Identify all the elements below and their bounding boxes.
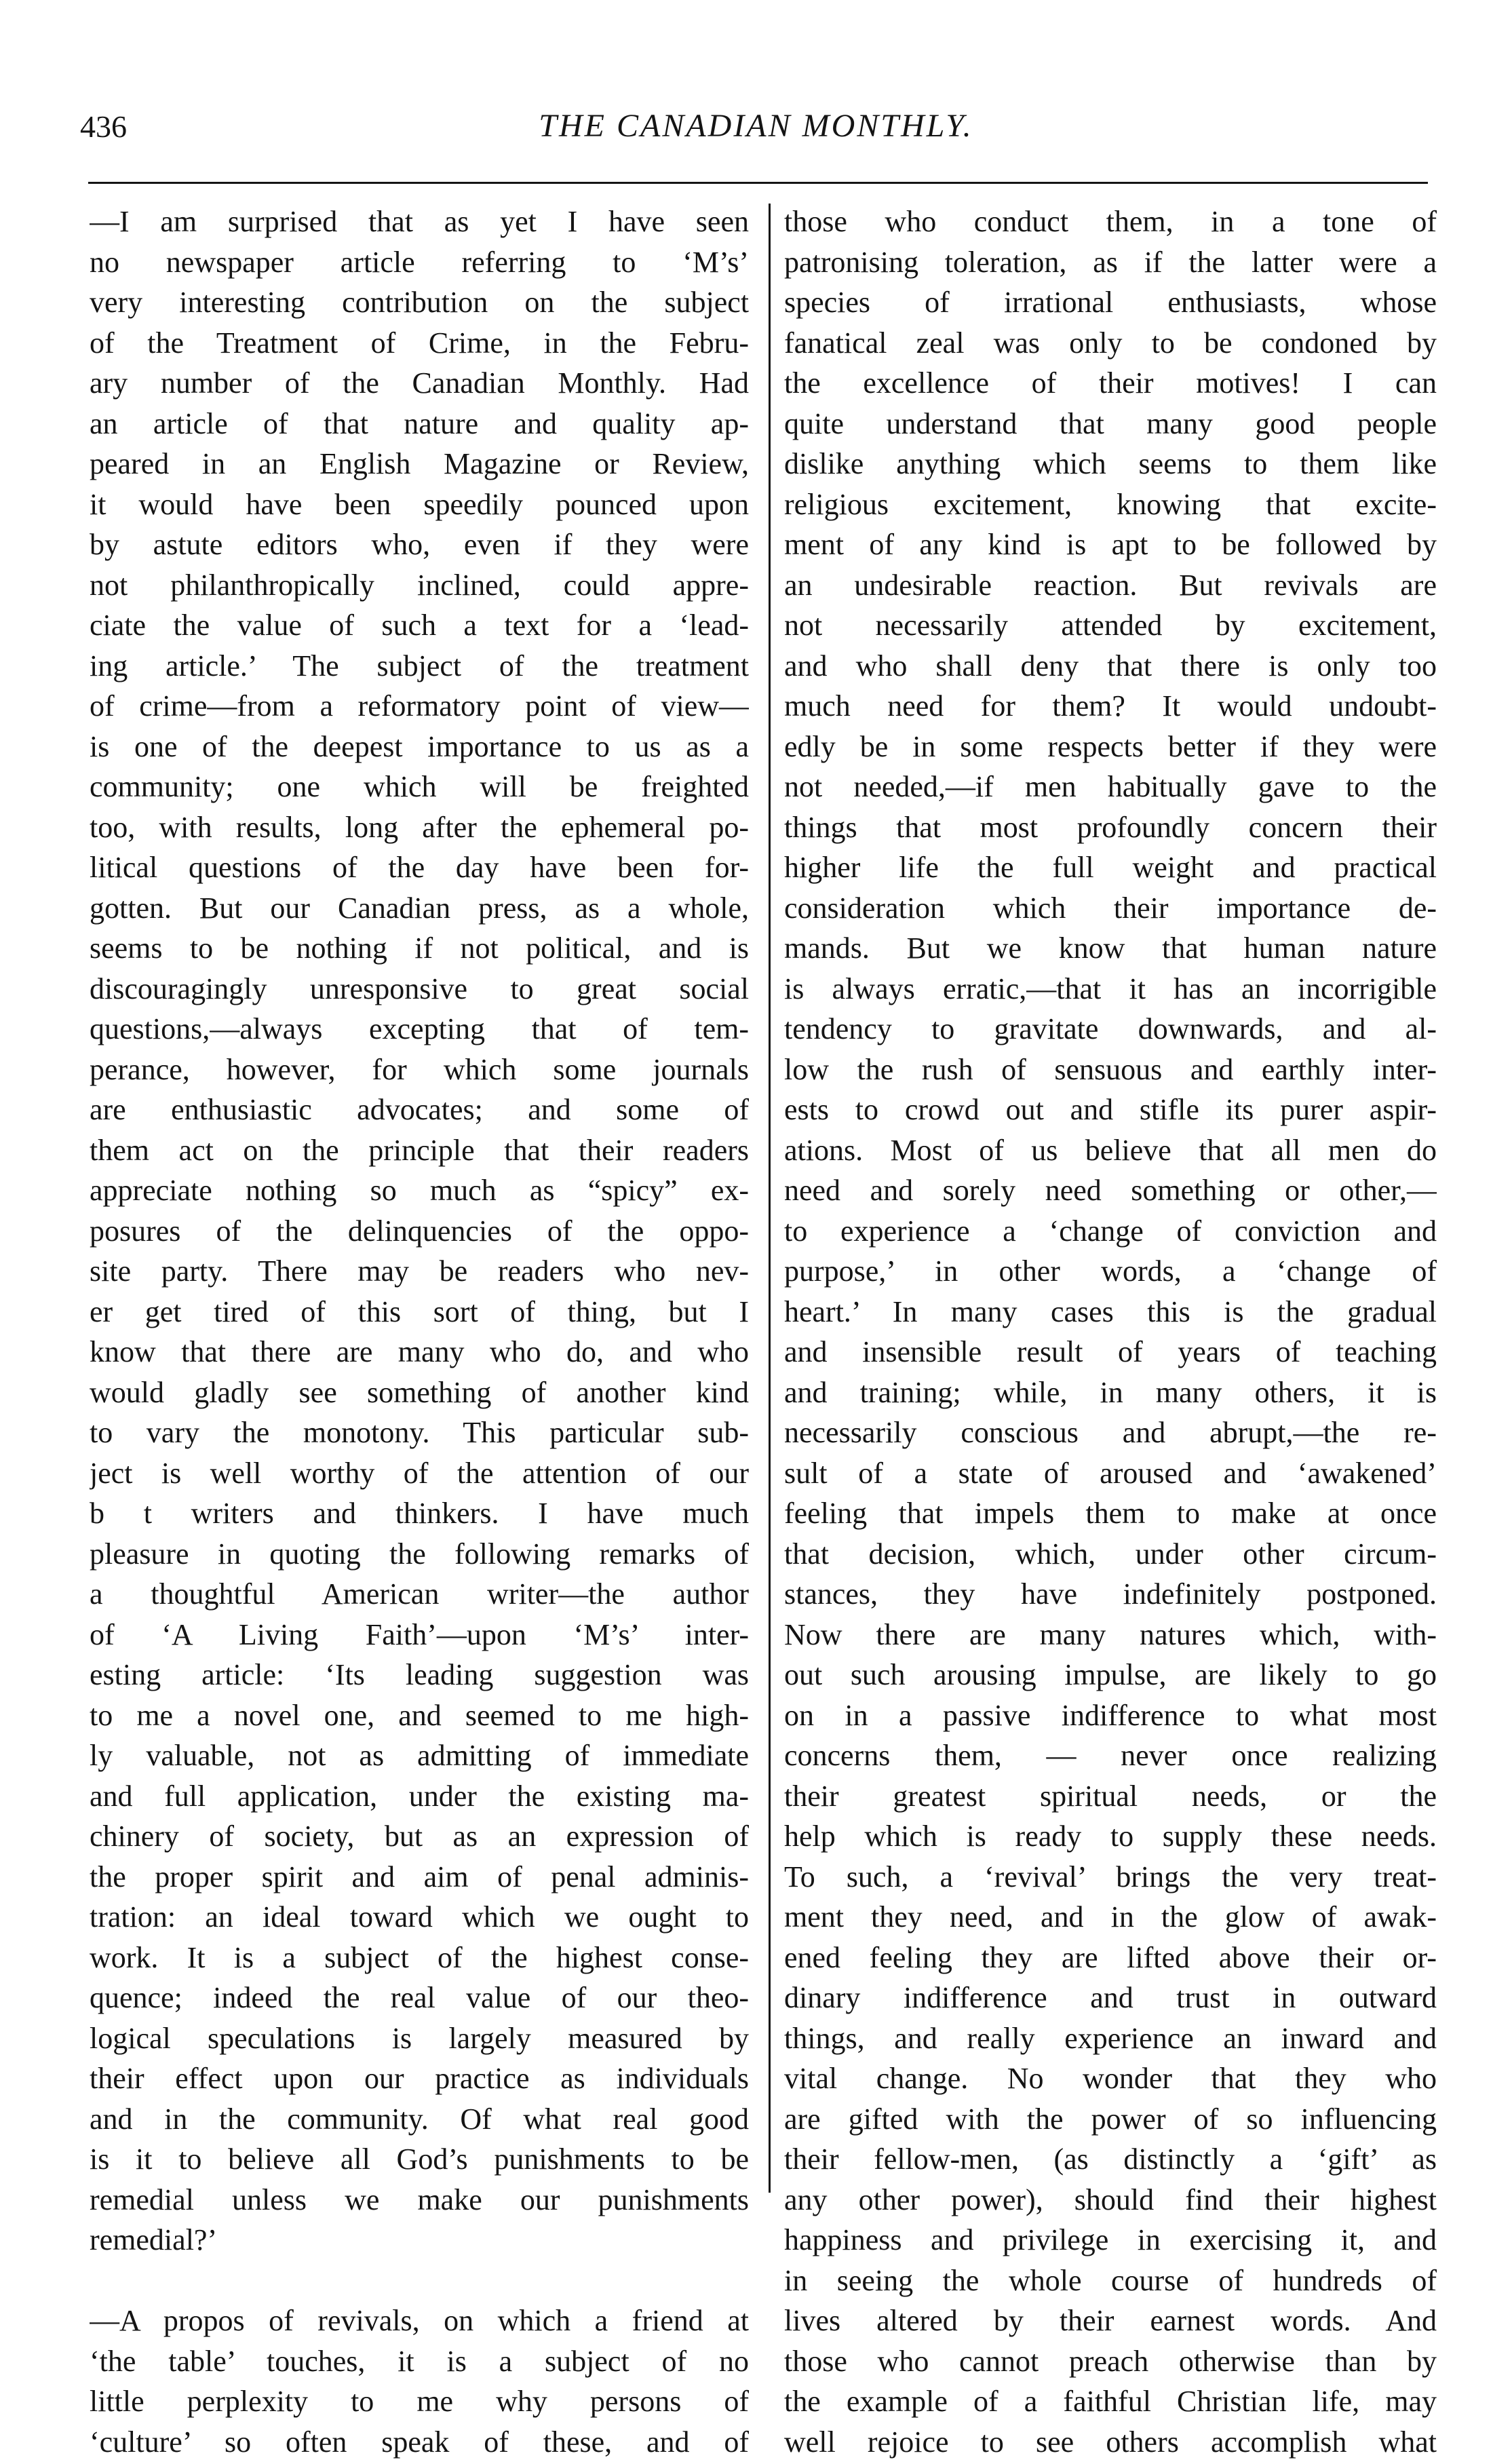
text-line: ject is well worthy of the attention of our (90, 1453, 749, 1494)
text-line: religious excitement, knowing that excite- (784, 484, 1437, 525)
text-line: little perplexity to me why persons of (90, 2381, 749, 2422)
text-line: the proper spirit and aim of penal adminis- (90, 1857, 749, 1898)
text-line: quite understand that many good people (784, 404, 1437, 444)
text-line: no newspaper article referring to ‘M’s’ (90, 242, 749, 283)
text-line: ‘culture’ so often speak of these, and of (90, 2422, 749, 2462)
text-line: site party. There may be readers who nev- (90, 1251, 749, 1292)
text-line: remedial unless we make our punishments (90, 2180, 749, 2220)
text-line: questions,—always excepting that of tem- (90, 1009, 749, 1050)
text-line: and in the community. Of what real good (90, 2099, 749, 2140)
text-line: things that most profoundly concern their (784, 807, 1437, 848)
text-line: it would have been speedily pounced upon (90, 484, 749, 525)
text-line: and insensible result of years of teaching (784, 1332, 1437, 1372)
left-column (90, 201, 749, 2462)
text-line: ciate the value of such a text for a ‘lead- (90, 605, 749, 646)
text-line: is always erratic,—that it has an incorrigible (784, 969, 1437, 1009)
text-line: to experience a ‘change of conviction and (784, 1211, 1437, 1252)
text-line: peared in an English Magazine or Review, (90, 444, 749, 484)
text-line: b t writers and thinkers. I have much (90, 1493, 749, 1534)
text-line: community; one which will be freighted (90, 767, 749, 807)
text-line: tendency to gravitate downwards, and al- (784, 1009, 1437, 1050)
text-line: not needed,—if men habitually gave to the (784, 767, 1437, 807)
text-line: ary number of the Canadian Monthly. Had (90, 363, 749, 404)
text-line: appreciate nothing so much as “spicy” ex- (90, 1170, 749, 1211)
text-line: them act on the principle that their readers (90, 1130, 749, 1171)
text-line: well rejoice to see others accomplish what (784, 2422, 1437, 2462)
text-line: ‘the table’ touches, it is a subject of no (90, 2341, 749, 2382)
text-line: their fellow-men, (as distinctly a ‘gift’ as (784, 2139, 1437, 2180)
text-line: vital change. No wonder that they who (784, 2058, 1437, 2099)
text-line: those who cannot preach otherwise than by (784, 2341, 1437, 2382)
text-line: by astute editors who, even if they were (90, 524, 749, 565)
page-number: 436 (80, 109, 127, 145)
text-line: er get tired of this sort of thing, but I (90, 1292, 749, 1332)
text-line: are enthusiastic advocates; and some of (90, 1090, 749, 1130)
text-line: of crime—from a reformatory point of view— (90, 686, 749, 727)
text-line: lives altered by their earnest words. And (784, 2301, 1437, 2341)
text-line: and training; while, in many others, it is (784, 1372, 1437, 1413)
text-line (90, 2261, 749, 2301)
text-line: would gladly see something of another kind (90, 1372, 749, 1413)
header-rule (88, 182, 1428, 184)
text-line: their effect upon our practice as individuals (90, 2058, 749, 2099)
text-line: concerns them, — never once realizing (784, 1735, 1437, 1776)
text-line: any other power), should find their highest (784, 2180, 1437, 2220)
text-line: and full application, under the existing ma- (90, 1776, 749, 1817)
text-line: fanatical zeal was only to be condoned by (784, 323, 1437, 364)
text-line: mands. But we know that human nature (784, 928, 1437, 969)
text-line: of ‘A Living Faith’—upon ‘M’s’ inter- (90, 1615, 749, 1655)
text-line: those who conduct them, in a tone of (784, 201, 1437, 242)
text-line: edly be in some respects better if they were (784, 727, 1437, 767)
text-line: logical speculations is largely measured by (90, 2018, 749, 2059)
text-line: esting article: ‘Its leading suggestion was (90, 1655, 749, 1695)
text-line: their greatest spiritual needs, or the (784, 1776, 1437, 1817)
text-line: things, and really experience an inward and (784, 2018, 1437, 2059)
text-line: species of irrational enthusiasts, whose (784, 282, 1437, 323)
text-line: work. It is a subject of the highest conse- (90, 1938, 749, 1978)
running-head: THE CANADIAN MONTHLY. (0, 107, 1512, 145)
text-line: seems to be nothing if not political, and is (90, 928, 749, 969)
text-line: and who shall deny that there is only too (784, 646, 1437, 687)
text-line: necessarily conscious and abrupt,—the re- (784, 1412, 1437, 1453)
text-line: to me a novel one, and seemed to me high- (90, 1695, 749, 1736)
text-line: patronising toleration, as if the latter were a (784, 242, 1437, 283)
text-line: that decision, which, under other circum- (784, 1534, 1437, 1575)
text-line: is one of the deepest importance to us as a (90, 727, 749, 767)
text-line: happiness and privilege in exercising it, and (784, 2220, 1437, 2261)
text-line: an article of that nature and quality ap- (90, 404, 749, 444)
text-line: remedial?’ (90, 2220, 749, 2261)
text-line: very interesting contribution on the subject (90, 282, 749, 323)
text-line: much need for them? It would undoubt- (784, 686, 1437, 727)
text-line: heart.’ In many cases this is the gradual (784, 1292, 1437, 1332)
text-line: an undesirable reaction. But revivals are (784, 565, 1437, 606)
text-line: the example of a faithful Christian life, may (784, 2381, 1437, 2422)
text-line: ests to crowd out and stifle its purer aspir- (784, 1090, 1437, 1130)
text-line: sult of a state of aroused and ‘awakened’ (784, 1453, 1437, 1494)
text-line: higher life the full weight and practical (784, 847, 1437, 888)
text-line: gotten. But our Canadian press, as a whole, (90, 888, 749, 929)
text-line: out such arousing impulse, are likely to go (784, 1655, 1437, 1695)
text-line: stances, they have indefinitely postponed. (784, 1574, 1437, 1615)
text-line: not philanthropically inclined, could appre- (90, 565, 749, 606)
text-line: dislike anything which seems to them like (784, 444, 1437, 484)
text-line: ment of any kind is apt to be followed by (784, 524, 1437, 565)
text-line: purpose,’ in other words, a ‘change of (784, 1251, 1437, 1292)
text-line: the excellence of their motives! I can (784, 363, 1437, 404)
text-line: Now there are many natures which, with- (784, 1615, 1437, 1655)
text-line: low the rush of sensuous and earthly inter- (784, 1050, 1437, 1090)
text-line: ment they need, and in the glow of awak- (784, 1897, 1437, 1938)
text-line: help which is ready to supply these needs. (784, 1816, 1437, 1857)
text-line: ened feeling they are lifted above their or- (784, 1938, 1437, 1978)
right-column (784, 201, 1437, 2462)
text-line: quence; indeed the real value of our theo- (90, 1978, 749, 2018)
text-line: too, with results, long after the ephemeral po- (90, 807, 749, 848)
text-line: in seeing the whole course of hundreds of (784, 2261, 1437, 2301)
text-line: ing article.’ The subject of the treatment (90, 646, 749, 687)
text-line: on in a passive indifference to what most (784, 1695, 1437, 1736)
text-line: discouragingly unresponsive to great social (90, 969, 749, 1009)
text-line: litical questions of the day have been for- (90, 847, 749, 888)
text-line: pleasure in quoting the following remarks of (90, 1534, 749, 1575)
text-line: know that there are many who do, and who (90, 1332, 749, 1372)
text-line: are gifted with the power of so influencing (784, 2099, 1437, 2140)
text-line: feeling that impels them to make at once (784, 1493, 1437, 1534)
text-line: ly valuable, not as admitting of immediate (90, 1735, 749, 1776)
text-line: posures of the delinquencies of the oppo- (90, 1211, 749, 1252)
text-line: a thoughtful American writer—the author (90, 1574, 749, 1615)
text-line: not necessarily attended by excitement, (784, 605, 1437, 646)
column-divider (769, 204, 771, 2193)
text-line: need and sorely need something or other,— (784, 1170, 1437, 1211)
text-line: dinary indifference and trust in outward (784, 1978, 1437, 2018)
text-line: of the Treatment of Crime, in the Febru- (90, 323, 749, 364)
text-line: is it to believe all God’s punishments to be (90, 2139, 749, 2180)
text-line: —A propos of revivals, on which a friend at (90, 2301, 749, 2341)
text-line: consideration which their importance de- (784, 888, 1437, 929)
text-line: ations. Most of us believe that all men do (784, 1130, 1437, 1171)
text-line: —I am surprised that as yet I have seen (90, 201, 749, 242)
text-line: chinery of society, but as an expression of (90, 1816, 749, 1857)
text-line: perance, however, for which some journals (90, 1050, 749, 1090)
text-line: to vary the monotony. This particular sub- (90, 1412, 749, 1453)
text-line: To such, a ‘revival’ brings the very treat- (784, 1857, 1437, 1898)
text-line: tration: an ideal toward which we ought to (90, 1897, 749, 1938)
